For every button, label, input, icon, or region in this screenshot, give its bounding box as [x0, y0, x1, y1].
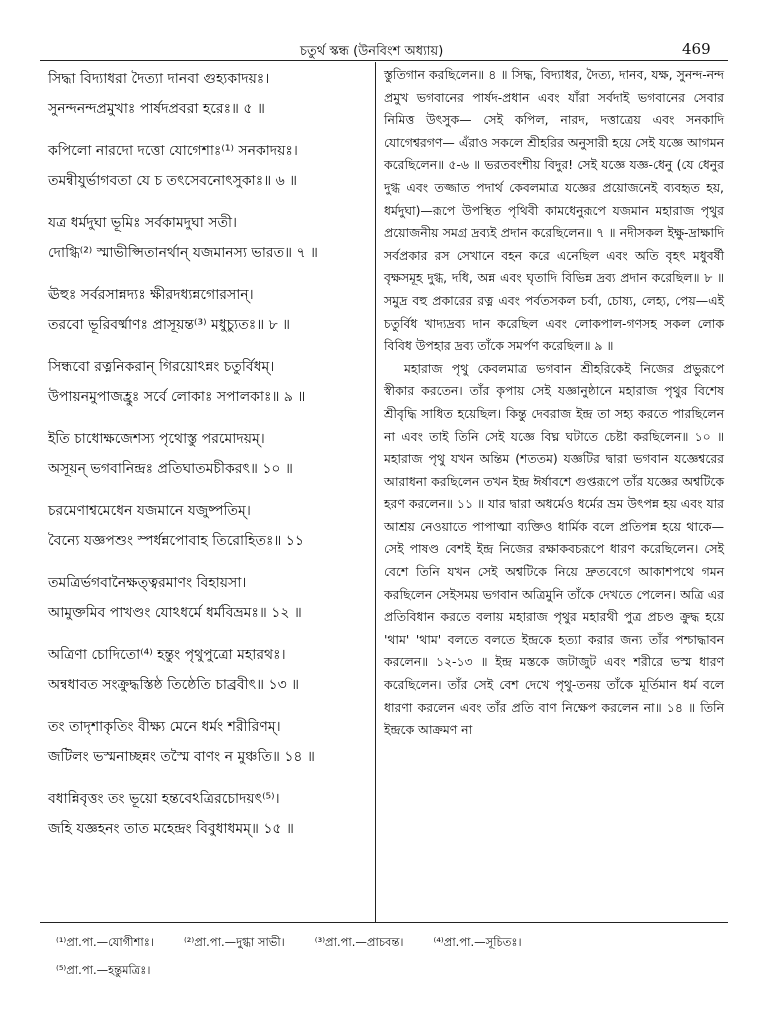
verse-12 — [48, 568, 370, 628]
footnote: ⁽²⁾প্রা.পা.—দুগ্ধা সাভী। — [183, 935, 285, 949]
verse-15 — [48, 784, 370, 844]
page-number: 469 — [682, 40, 711, 58]
verse-line: চরমেণাশ্বমেধেন যজমানে যজুষ্পতিম্। — [48, 503, 251, 519]
verse-5 — [48, 64, 370, 124]
chapter-heading: চতুর্থ স্কন্ধ (উনবিংশ অধ্যায়) — [300, 44, 444, 59]
verse-line: অসূয়ন্ ভগবানিন্দ্রঃ প্রতিঘাতমচীকরৎ॥ ১০ ॥ — [48, 461, 293, 477]
verse-line: জহি যজ্ঞহনং তাত মহেন্দ্রং বিবুধাধমম্॥ ১৫ ॥ — [48, 821, 294, 837]
verse-line: সিন্ধবো রত্ননিকরান্ গিরয়োঽন্নং চতুর্বিধম্। — [48, 359, 275, 375]
verse-11 — [48, 496, 370, 556]
verse-line: যত্র ধর্মদুঘা ভূমিঃ সর্বকামদুঘা সতী। — [48, 215, 238, 231]
verse-line: অত্রিণা চোদিতো⁽⁴⁾ হন্তুং পৃথুপুত্রো মহারথঃ। — [48, 647, 286, 663]
verse-8 — [48, 280, 370, 340]
verse-6 — [48, 136, 370, 196]
verse-10 — [48, 424, 370, 484]
verse-line: সুনন্দনন্দপ্রমুখাঃ পার্ষদপ্রবরা হরেঃ॥ ৫ ॥ — [48, 101, 265, 117]
verse-line: বৈন্যে যজ্ঞপশুং স্পর্ধন্নপোবাহ তিরোহিতঃ॥ ১১ — [48, 533, 304, 549]
verse-line: তমন্বীযুর্ভাগবতা যে চ তৎসেবনোৎসুকাঃ॥ ৬ ॥ — [48, 173, 298, 189]
footnotes — [56, 928, 736, 984]
verse-7 — [48, 208, 370, 268]
footnote: ⁽³⁾প্রা.পা.—প্রাচবন্ত। — [314, 935, 404, 949]
header-divider — [40, 60, 728, 61]
verse-line: তরবো ভূরিবর্ষ্মাণঃ প্রাসূয়ন্ত⁽³⁾ মধুচ্যুতঃ॥ ৮ ॥ — [48, 317, 291, 333]
verse-line: দোগ্ধি⁽²⁾ স্মাভীপ্সিতানর্থান্ যজমানস্য ভারত॥ ৭ ॥ — [48, 245, 318, 261]
verse-line: সিদ্ধা বিদ্যাধরা দৈত্যা দানবা গুহ্যকাদয়ঃ। — [48, 71, 270, 87]
verse-line: বধান্নিবৃত্তং তং ভূয়ো হন্তবেঽত্রিরচোদয়ৎ⁽⁵⁾। — [48, 791, 280, 807]
verse-14 — [48, 712, 370, 772]
verse-line: ঊহুঃ সর্বরসান্নদ্যঃ ক্ষীরদধ্যন্নগোরসান্। — [48, 287, 254, 303]
verse-line: তং তাদৃশাকৃতিং বীক্ষ্য মেনে ধর্মং শরীরিণম্। — [48, 719, 281, 735]
commentary-paragraph: স্তুতিগান করছিলেন॥ ৪ ॥ সিদ্ধ, বিদ্যাধর, দৈত্য, দানব, যক্ষ, সুনন্দ-নন্দ প্রমুখ ভগবানের পার্ষদ-প্রধান এবং যাঁরা সর্বদাই ভগবানের সেবার নিমিত্ত উৎসুক— সেই কপিল, নারদ, দত্তাত্রেয় এবং সনকাদি যোগেশ্বরগণ— এঁরাও সকলে শ্রীহরির অনুসারী হয়ে সেই যজ্ঞে আগমন করেছিলেন॥ ৫-৬ ॥ ভরতবংশীয় বিদুর! সেই যজ্ঞে যজ্ঞ-ধেনু (যে ধেনুর দুগ্ধ এবং তজ্জাত পদার্থ কেবলমাত্র যজ্ঞের প্রয়োজনেই ব্যবহৃত হয়, ধর্মদুঘা)—রূপে উপস্থিত পৃথিবী কামধেনুরূপে যজমান মহারাজ পৃথুর প্রয়োজনীয় সমগ্র দ্রব্যই প্রদান করেছিলেন॥ ৭ ॥ নদীসকল ইক্ষু-দ্রাক্ষাদি সর্বপ্রকার রস সেখানে বহন করে এনেছিল এবং অতি বৃহৎ মধুবর্ষী বৃক্ষসমূহ দুগ্ধ, দধি, অন্ন এবং ঘৃতাদি বিভিন্ন দ্রব্য প্রদান করেছিল॥ ৮ ॥ সমুদ্র বহু প্রকারের রত্ন এবং পর্বতসকল চর্বা, চোষ্য, লেহ্য, পেয়—এই চতুর্বিধ খাদ্যদ্রব্য দান করেছিল এবং লোকপাল-গণসহ সকল লোক বিবিধ উপহার দ্রব্য তাঁকে সমর্পণ করেছিল॥ ৯ ॥ — [384, 67, 724, 354]
verse-line: জটিলং ভস্মনাচ্ছন্নং তস্মৈ বাণং ন মুঞ্চতি॥ ১৪ ॥ — [48, 749, 315, 765]
verse-line: ইতি চাধোক্ষজেশস্য পৃথোস্তু পরমোদয়ম্। — [48, 431, 265, 447]
verse-line: তমত্রির্ভগবানৈক্ষত্ত্বরমাণং বিহায়সা। — [48, 575, 247, 591]
verse-line: আমুক্তমিব পাখণ্ডং যোঽধর্মে ধর্মবিভ্রমঃ॥ ১২ ॥ — [48, 605, 302, 621]
verse-13 — [48, 640, 370, 700]
commentary-column — [384, 64, 724, 742]
footnote: ⁽⁵⁾প্রা.পা.—হন্তুমত্রিঃ। — [56, 963, 151, 977]
verse-column — [48, 64, 370, 856]
verse-line: কপিলো নারদো দত্তো যোগেশাঃ⁽¹⁾ সনকাদয়ঃ। — [48, 143, 298, 159]
verse-line: উপায়নমুপাজহ্রুঃ সর্বে লোকাঃ সপালকাঃ॥ ৯ ॥ — [48, 389, 306, 405]
footnote-divider — [40, 922, 728, 923]
footnote: ⁽⁴⁾প্রা.পা.—সূচিতঃ। — [433, 935, 522, 949]
page-header — [0, 0, 768, 60]
column-divider — [375, 62, 376, 922]
verse-9 — [48, 352, 370, 412]
commentary-paragraph: মহারাজ পৃথু কেবলমাত্র ভগবান শ্রীহরিকেই নিজের প্রভুরূপে স্বীকার করতেন। তাঁর কৃপায় সেই যজ্ঞানুষ্ঠানে মহারাজ পৃথুর বিশেষ শ্রীবৃদ্ধি সাধিত হয়েছিল। কিন্তু দেবরাজ ইন্দ্র তা সহ্য করতে পারছিলেন না এবং তাই তিনি সেই যজ্ঞে বিঘ্ন ঘটাতে চেষ্টা করছিলেন॥ ১০ ॥ মহারাজ পৃথু যখন অন্তিম (শততম) যজ্ঞটির দ্বারা ভগবান যজ্ঞেশ্বরের আরাধনা করছিলেন তখন ইন্দ্র ঈর্ষাবশে গুপ্তরূপে তাঁর যজ্ঞের অশ্বটিকে হরণ করলেন॥ ১১ ॥ যার দ্বারা অধর্মেও ধর্মের ভ্রম উৎপন্ন হয় এবং যার আশ্রয় নেওয়াতে পাপাত্মা ব্যক্তিও ধার্মিক বলে প্রতিপন্ন হয়ে থাকে—সেই পাষণ্ড বেশই ইন্দ্র নিজের রক্ষাকবচরূপে ধারণ করেছিলেন। সেই বেশে তিনি যখন সেই অশ্বটিকে নিয়ে দ্রুতবেগে আকাশপথে গমন করছিলেন সেইসময় ভগবান অত্রিমুনি তাঁকে দেখতে পেলেন। অত্রি এর প্রতিবিধান করতে বলায় মহারাজ পৃথুর মহারথী পুত্র প্রচণ্ড ক্রুদ্ধ হয়ে 'থাম' 'থাম' বলতে বলতে ইন্দ্রকে হত্যা করার জন্য তাঁর পশ্চাদ্ধাবন করলেন॥ ১২-১৩ ॥ ইন্দ্র মস্তকে জটাজুট এবং শরীরে ভস্ম ধারণ করেছিলেন। তাঁর সেই বেশ দেখে পৃথু-তনয় তাঁকে মূর্তিমান ধর্ম বলে ধারণা করলেন এবং তাঁর প্রতি বাণ নিক্ষেপ করলেন না॥ ১৪ ॥ তিনি ইন্দ্রকে আক্রমণ না — [384, 360, 724, 738]
footnote: ⁽¹⁾প্রা.পা.—যোগীশাঃ। — [56, 935, 154, 949]
verse-line: অন্বধাবত সংক্রুদ্ধস্তিষ্ঠ তিষ্ঠেতি চাব্রবীৎ॥ ১৩ ॥ — [48, 677, 300, 693]
